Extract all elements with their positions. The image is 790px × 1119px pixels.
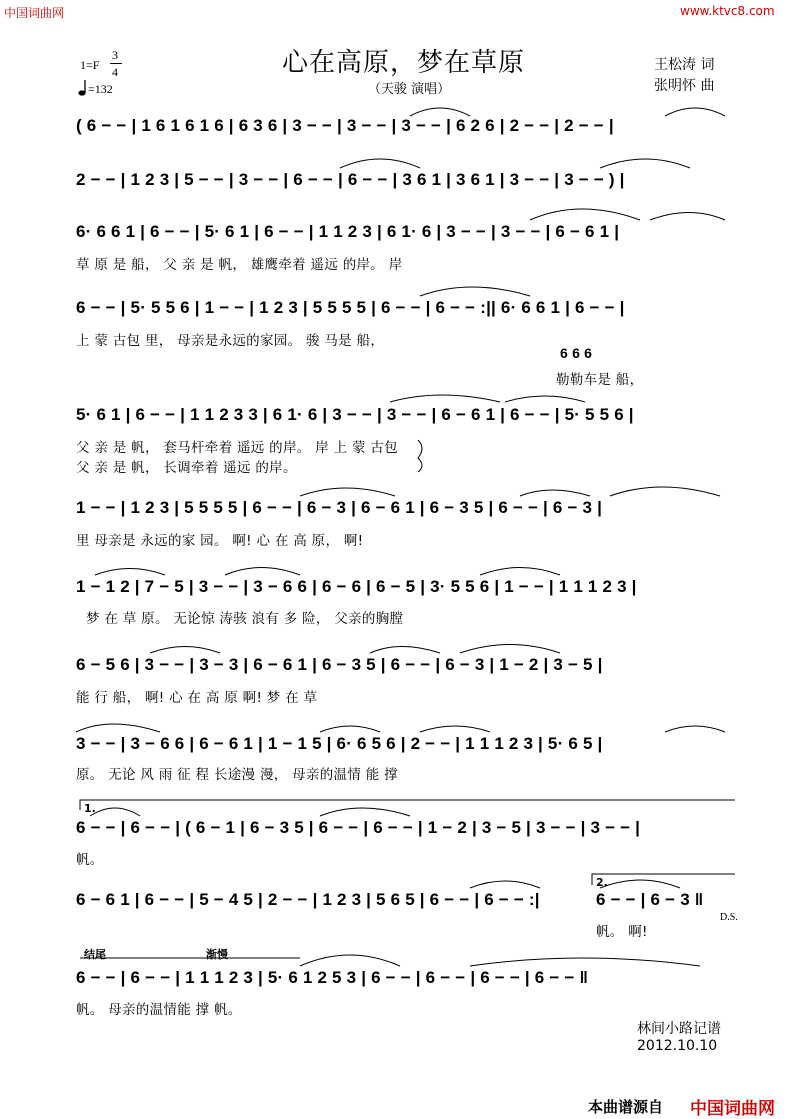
ending-2-bracket xyxy=(592,874,735,885)
lyric-line-8: 能 行 船， 啊! 心 在 高 原 啊! 梦 在 草 xyxy=(76,690,318,706)
alt-lyric: 勒勒车是 船， xyxy=(556,372,644,388)
score-line-8: 6 − 5 6 | 3 − − | 3 − 3 | 6 − 6 1 | 6 − 3 5 | 6 − − | 6 − 3 | 1 − 2 | 3 − 5 | xyxy=(76,655,603,674)
slur xyxy=(370,647,440,654)
slur xyxy=(76,724,160,732)
composer-credit: 张明怀 曲 xyxy=(654,78,715,94)
slur xyxy=(520,490,590,496)
score-line-11: 6 − 6 1 | 6 − − | 5 − 4 5 | 2 − − | 1 2 3 | 5 6 5 | 6 − − | 6 − − :| xyxy=(76,890,540,909)
score-line-1: ( 6 − − | 1 6 1 6 1 6 | 6 3 6 | 3 − − | 3 − − | 3 − − | 6 2 6 | 2 − − | 2 − − | xyxy=(76,116,614,135)
lyric-line-4: 上 蒙 古包 里， 母亲是永远的家园。 骏 马是 船， xyxy=(76,333,385,349)
slur xyxy=(300,488,395,496)
slur xyxy=(320,808,410,816)
lyric-line-5a: 父 亲 是 帆， 套马杆牵着 遥远 的岸。 岸 上 蒙 古包 xyxy=(76,440,398,456)
transcriber-credit: 林间小路记谱 xyxy=(637,1021,721,1037)
slur xyxy=(530,209,640,220)
lyric-line-5b: 父 亲 是 帆， 长调牵着 遥远 的岸。 xyxy=(76,460,297,476)
slur xyxy=(225,568,300,576)
score-line-12: 6 − − | 6 − − | 1 1 1 2 3 | 5· 6 1 2 5 3 | 6 − − | 6 − − | 6 − − | 6 − − ‖ xyxy=(76,968,589,987)
ending-2-marker: 2. xyxy=(596,876,608,889)
score-line-4: 6 − − | 5· 5 5 6 | 1 − − | 1 2 3 | 5 5 5 5 | 6 − − | 6 − − :|| 6· 6 6 1 | 6 − − | xyxy=(76,298,625,317)
lyric-line-11b: 帆。 啊! xyxy=(596,924,648,940)
score-line-7: 1 − 1 2 | 7 − 5 | 3 − − | 3 − 6 6 | 6 − 6 | 6 − 5 | 3· 5 5 6 | 1 − − | 1 1 1 2 3 | xyxy=(76,577,637,596)
slur xyxy=(665,726,725,732)
source-label: 本曲谱源自 xyxy=(588,1098,664,1116)
lyric-line-7: 梦 在 草 原。 无论惊 涛骇 浪有 多 险， 父亲的胸膛 xyxy=(86,611,404,627)
slur xyxy=(470,881,540,888)
quarter-note-icon xyxy=(76,78,88,98)
lyricist-credit: 王松涛 词 xyxy=(654,57,715,73)
source-site-link[interactable]: 中国词曲网 xyxy=(690,1099,775,1119)
lyric-line-12: 帆。 母亲的温情能 撑 帆。 xyxy=(76,1002,242,1018)
ending-1-marker: 1. xyxy=(84,802,96,815)
coda-label: 结尾 xyxy=(84,948,106,961)
score-line-6: 1 − − | 1 2 3 | 5 5 5 5 | 6 − − | 6 − 3 | 6 − 6 1 | 6 − 3 5 | 6 − − | 6 − 3 | xyxy=(76,498,603,517)
key-signature: 1=F xyxy=(80,58,100,72)
slur xyxy=(320,726,380,732)
lyric-line-9: 原。 无论 风 雨 征 程 长途漫 漫， 母亲的温情 能 撑 xyxy=(76,767,398,783)
page-title: 心在高原，梦在草原 xyxy=(282,48,526,78)
slur xyxy=(390,395,500,402)
site-logo-left[interactable]: 中国词曲网 xyxy=(4,6,65,20)
ending-1-bracket xyxy=(80,800,735,810)
lyric-line-6: 里 母亲是 永远的家 园。 啊! 心 在 高 原， 啊! xyxy=(76,533,364,549)
alt-notes: 6 6 6 xyxy=(560,345,593,361)
slur xyxy=(610,487,720,496)
slur xyxy=(420,726,490,732)
ds-marking: D.S. xyxy=(720,912,738,923)
slur xyxy=(460,645,560,654)
slur xyxy=(470,958,700,966)
slur xyxy=(420,287,530,296)
slur xyxy=(505,396,585,402)
slur xyxy=(480,568,560,576)
performer-credit: （天骏 演唱） xyxy=(368,82,451,97)
slur xyxy=(600,159,690,168)
slur xyxy=(150,647,220,654)
lyric-line-3: 草 原 是 船， 父 亲 是 帆， 雄鹰牵着 遥远 的岸。 岸 xyxy=(76,257,403,273)
site-url-right[interactable]: www.ktvc8.com xyxy=(680,4,775,18)
slur xyxy=(340,159,420,168)
score-line-9: 3 − − | 3 − 6 6 | 6 − 6 1 | 1 − 1 5 | 6· 6 5 6 | 2 − − | 1 1 1 2 3 | 5· 6 5 | xyxy=(76,734,603,753)
slur xyxy=(300,955,400,966)
score-line-5: 5· 6 1 | 6 − − | 1 1 2 3 3 | 6 1· 6 | 3 − − | 3 − − | 6 − 6 1 | 6 − − | 5· 5 5 6 | xyxy=(76,405,634,424)
score-line-11b: 6 − − | 6 − 3 ‖ xyxy=(596,890,704,909)
score-line-3: 6· 6 6 1 | 6 − − | 5· 6 1 | 6 − − | 1 1 2 3 | 6 1· 6 | 3 − − | 3 − − | 6 − 6 1 | xyxy=(76,222,620,241)
slur xyxy=(90,808,140,816)
time-signature-top: 3 xyxy=(112,48,118,62)
time-signature-bottom: 4 xyxy=(112,65,118,79)
slur xyxy=(95,569,165,576)
slur xyxy=(410,108,470,116)
slur xyxy=(600,880,680,888)
slur xyxy=(665,108,725,116)
time-signature-bar xyxy=(110,63,122,64)
ritardando-label: 渐慢 xyxy=(206,948,228,961)
lyric-brace xyxy=(418,440,422,472)
transcription-date: 2012.10.10 xyxy=(637,1038,718,1054)
score-line-2: 2 − − | 1 2 3 | 5 − − | 3 − − | 6 − − | 6 − − | 3 6 1 | 3 6 1 | 3 − − | 3 − − ) | xyxy=(76,170,625,189)
tempo-marking: =132 xyxy=(88,82,113,96)
lyric-line-10: 帆。 xyxy=(76,852,104,868)
score-line-10: 6 − − | 6 − − | ( 6 − 1 | 6 − 3 5 | 6 − − | 6 − − | 1 − 2 | 3 − 5 | 3 − − | 3 − − | xyxy=(76,818,641,837)
slur xyxy=(650,213,725,221)
